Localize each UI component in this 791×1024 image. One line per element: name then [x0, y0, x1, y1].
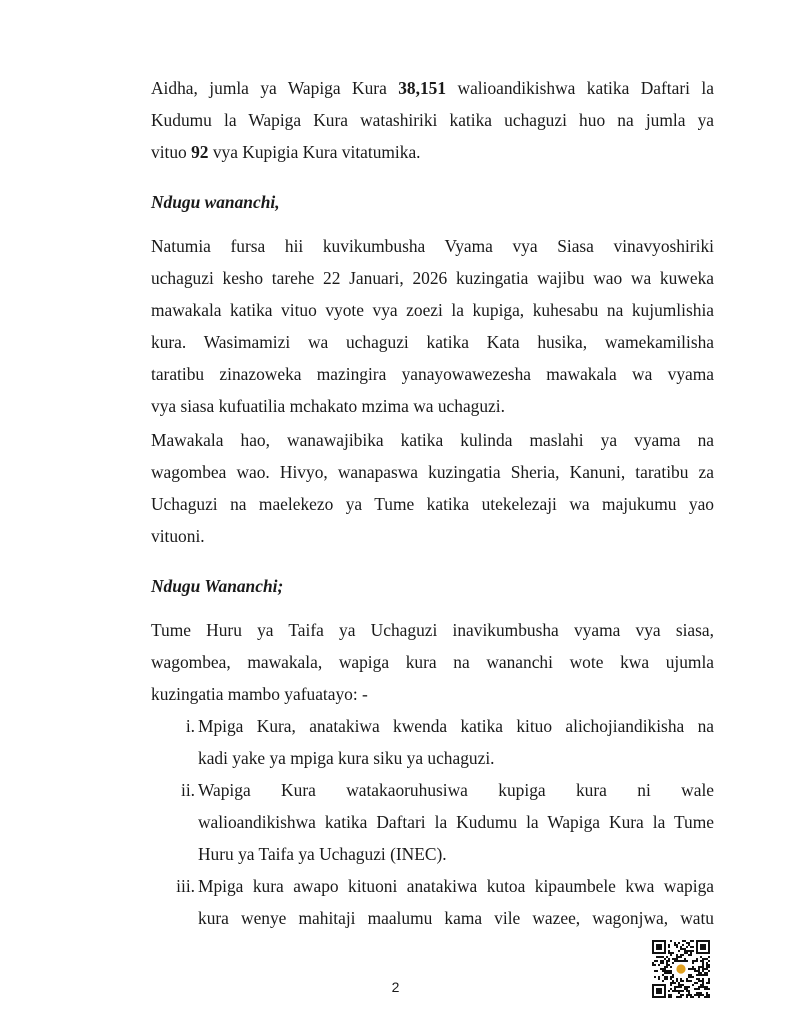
paragraph-line: wagombea wao. Hivyo, wanapaswa kuzingatia Sheria, Kanuni, taratibu za: [151, 462, 714, 482]
paragraph-agents-duties: [151, 424, 714, 552]
paragraph-line: vituoni.: [151, 526, 205, 546]
qr-code-icon: [652, 940, 710, 998]
paragraph-voters-summary: [151, 72, 714, 168]
section-heading: Ndugu wananchi,: [151, 192, 280, 212]
paragraph-line: Uchaguzi na maelekezo ya Tume katika utekelezaji wa majukumu yao: [151, 494, 714, 514]
paragraph-line: taratibu zinazoweka mazingira yanayowawezesha mawakala wa vyama: [151, 364, 714, 384]
list-item-number: iii.: [176, 876, 195, 896]
list-item-text: Mpiga kura awapo kituoni anatakiwa kutoa kipaumbele kwa wapiga kura wenye mahitaji maalumu kama vile wazee, wagonjwa, watu: [198, 876, 714, 928]
paragraph-line: uchaguzi kesho tarehe 22 Januari, 2026 kuzingatia wajibu wao wa kuweka: [151, 268, 714, 288]
paragraph-line: wagombea, mawakala, wapiga kura na wananchi wote kwa ujumla: [151, 652, 714, 672]
page-number: 2: [391, 979, 400, 995]
list-item-number: ii.: [180, 780, 195, 800]
paragraph-line: Kudumu la Wapiga Kura watashiriki katika uchaguzi huo na jumla ya: [151, 110, 714, 130]
list-item-number: i.: [185, 716, 195, 736]
paragraph-line: mawakala katika vituo vyote vya zoezi la kupiga, kuhesabu na kujumlishia: [151, 300, 714, 320]
paragraph-party-agents-reminder: [151, 230, 714, 422]
list-item-text: Wapiga Kura watakaoruhusiwa kupiga kura ni wale walioandikishwa katika Daftari la Kudumu la Wapiga Kura la Tume Huru ya Taifa ya Uchaguzi (INEC).: [198, 780, 714, 864]
paragraph-line: kura. Wasimamizi wa uchaguzi katika Kata husika, wamekamilisha: [151, 332, 714, 352]
paragraph-line: kuzingatia mambo yafuatayo: -: [151, 684, 368, 704]
list-item-text: Mpiga Kura, anatakiwa kwenda katika kituo alichojiandikisha na kadi yake ya mpiga kura siku ya uchaguzi.: [198, 716, 714, 768]
paragraph-line: vya siasa kufuatilia mchakato mzima wa uchaguzi.: [151, 396, 505, 416]
section-heading: Ndugu Wananchi;: [151, 576, 284, 596]
paragraph-line: vituo 92 vya Kupigia Kura vitatumika.: [151, 142, 421, 162]
registered-voters-count: 38,151: [398, 78, 447, 98]
list-item: [151, 710, 714, 774]
list-item: [151, 774, 714, 870]
list-item: [151, 870, 714, 934]
polling-stations-count: 92: [191, 142, 209, 162]
paragraph-line: Natumia fursa hii kuvikumbusha Vyama vya Siasa vinavyoshiriki: [151, 236, 714, 256]
paragraph-line: Mawakala hao, wanawajibika katika kulinda maslahi ya vyama na: [151, 430, 714, 450]
paragraph-commission-reminder: [151, 614, 714, 710]
paragraph-line: Aidha, jumla ya Wapiga Kura 38,151 walioandikishwa katika Daftari la: [151, 78, 714, 98]
paragraph-line: Tume Huru ya Taifa ya Uchaguzi inavikumbusha vyama vya siasa,: [151, 620, 714, 640]
